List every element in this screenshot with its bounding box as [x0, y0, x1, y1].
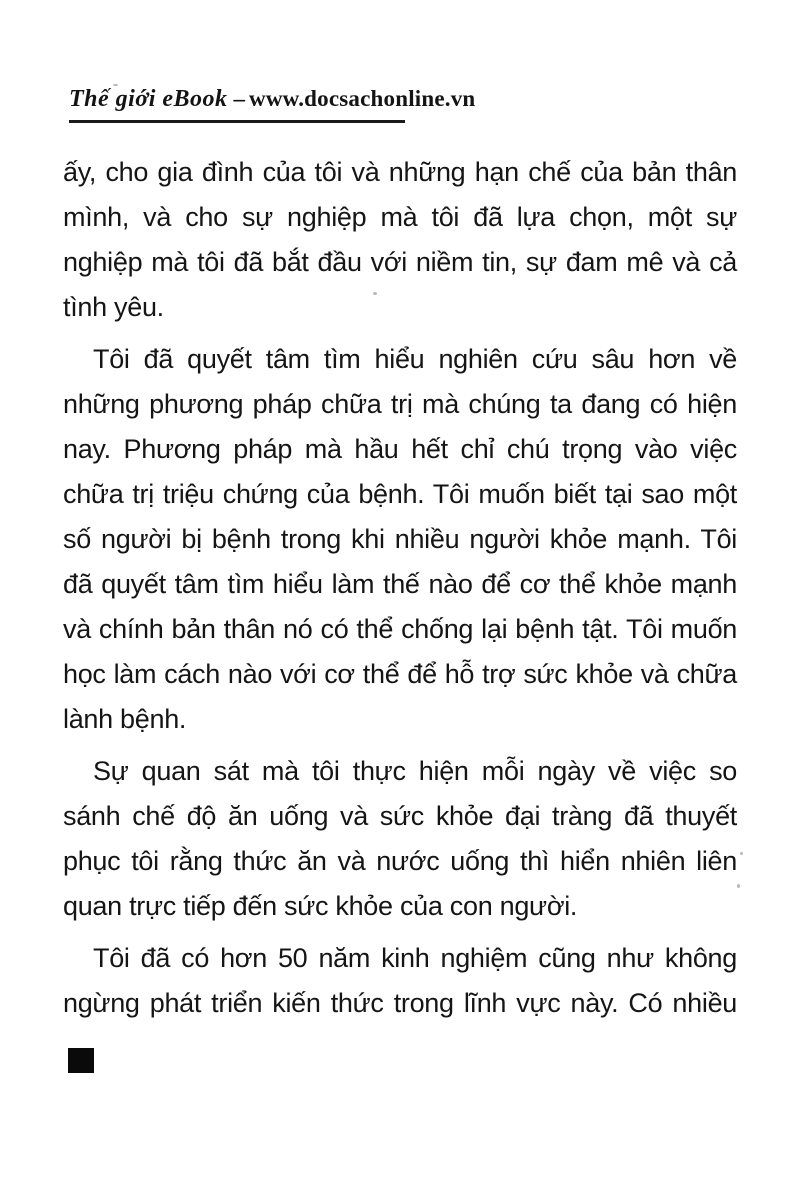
text-line: mình, và cho sự nghiệp mà tôi đã lựa chọn, một sự [63, 202, 737, 232]
text-line: nay. Phương pháp mà hầu hết chỉ chú trọng vào việc [63, 434, 737, 464]
text-line: học làm cách nào với cơ thể để hỗ trợ sức khỏe và chữa [63, 659, 737, 689]
text-line: lành bệnh. [63, 704, 187, 734]
text-line: quan trực tiếp đến sức khỏe của con người. [63, 891, 578, 921]
scan-speck [373, 292, 377, 295]
scan-speck [737, 884, 740, 888]
text-line: tình yêu. [63, 292, 164, 322]
body-text [63, 150, 737, 1033]
text-line: Tôi đã có hơn 50 năm kinh nghiệm cũng như không [93, 943, 737, 973]
paragraph [63, 936, 737, 1026]
scan-speck [113, 84, 118, 86]
text-line: những phương pháp chữa trị mà chúng ta đang có hiện [63, 389, 737, 419]
ebook-brand-label: Thế giới eBook [69, 86, 228, 112]
text-line: ngừng phát triển kiến thức trong lĩnh vực này. Có nhiều [63, 988, 737, 1018]
text-line: sánh chế độ ăn uống và sức khỏe đại tràng đã thuyết [63, 801, 737, 831]
paragraph [63, 337, 737, 742]
text-line: Tôi đã quyết tâm tìm hiểu nghiên cứu sâu hơn về [93, 344, 737, 374]
page-header [69, 86, 476, 123]
text-line: chữa trị triệu chứng của bệnh. Tôi muốn biết tại sao một [63, 479, 737, 509]
text-line: số người bị bệnh trong khi nhiều người khỏe mạnh. Tôi [63, 524, 737, 554]
ebook-site-url: www.docsachonline.vn [249, 86, 476, 111]
black-square-icon [68, 1048, 94, 1073]
text-line: nghiệp mà tôi đã bắt đầu với niềm tin, sự đam mê và cả [63, 247, 737, 277]
text-line: phục tôi rằng thức ăn và nước uống thì hiển nhiên liên [63, 846, 737, 876]
scan-speck [740, 852, 743, 855]
text-line: đã quyết tâm tìm hiểu làm thế nào để cơ thể khỏe mạnh [63, 569, 737, 599]
header-separator: – [233, 86, 246, 111]
paragraph [63, 749, 737, 929]
text-line: và chính bản thân nó có thể chống lại bệnh tật. Tôi muốn [63, 614, 737, 644]
text-line: ấy, cho gia đình của tôi và những hạn chế của bản thân [63, 157, 737, 187]
text-line: Sự quan sát mà tôi thực hiện mỗi ngày về việc so [93, 756, 737, 786]
paragraph [63, 150, 737, 330]
